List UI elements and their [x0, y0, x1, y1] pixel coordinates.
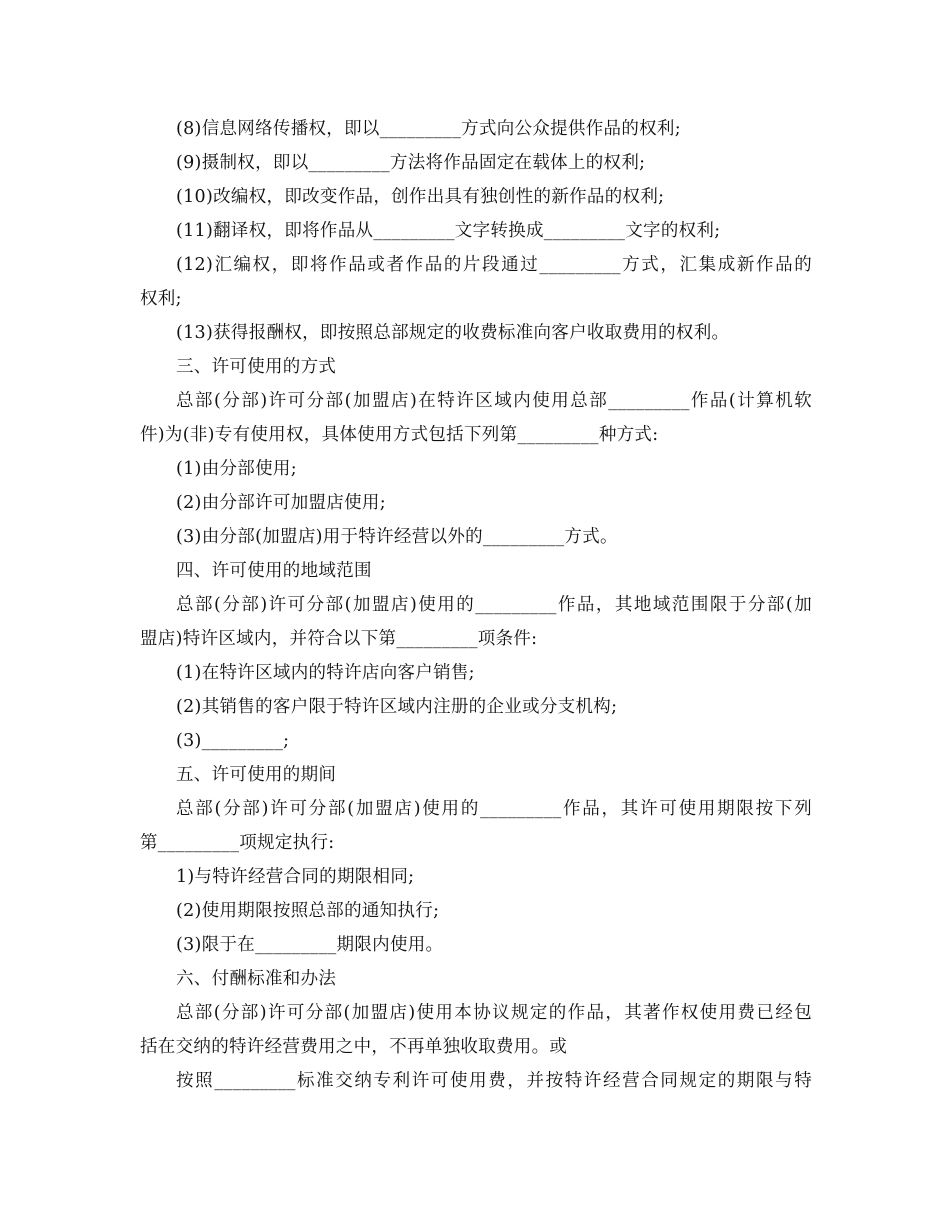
text-line: (1)在特许区域内的特许店向客户销售;	[176, 663, 475, 683]
text-line: (9)摄制权，即以_________方法将作品固定在载体上的权利;	[176, 153, 646, 173]
text-line: (11)翻译权，即将作品从_________文字转换成_________文字的权利;	[176, 221, 721, 241]
text-line: 权利;	[140, 289, 182, 309]
text-line: 五、许可使用的期间	[176, 765, 337, 785]
text-line: 盟店)特许区域内，并符合以下第_________项条件:	[140, 629, 538, 649]
text-line: (8)信息网络传播权，即以_________方式向公众提供作品的权利;	[176, 119, 681, 139]
text-line: (3)由分部(加盟店)用于特许经营以外的_________方式。	[176, 527, 618, 547]
text-line: (2)由分部许可加盟店使用;	[176, 493, 386, 513]
text-line: (1)由分部使用;	[176, 459, 297, 479]
text-line: (2)其销售的客户限于特许区域内注册的企业或分支机构;	[176, 697, 618, 717]
text-line: (2)使用期限按照总部的通知执行;	[176, 901, 440, 921]
text-line: 总部(分部)许可分部(加盟店)使用的_________作品，其地域范围限于分部(加	[176, 595, 812, 615]
text-line: 件)为(非)专有使用权，具体使用方式包括下列第_________种方式:	[140, 425, 659, 445]
text-line: 总部(分部)许可分部(加盟店)使用本协议规定的作品，其著作权使用费已经包	[176, 1003, 812, 1023]
text-line: (10)改编权，即改变作品，创作出具有独创性的新作品的权利;	[176, 187, 665, 207]
text-line: 六、付酬标准和办法	[176, 969, 337, 989]
text-line: (13)获得报酬权，即按照总部规定的收费标准向客户收取费用的权利。	[176, 323, 730, 343]
text-line: 三、许可使用的方式	[176, 357, 337, 377]
text-line: 按照_________标准交纳专利许可使用费，并按特许经营合同规定的期限与特	[176, 1071, 812, 1091]
text-line: 第_________项规定执行:	[140, 833, 335, 853]
text-line: 四、许可使用的地域范围	[176, 561, 372, 581]
text-line: (3)限于在_________期限内使用。	[176, 935, 444, 955]
text-line: 总部(分部)许可分部(加盟店)使用的_________作品，其许可使用期限按下列	[176, 799, 812, 819]
document-page	[140, 112, 812, 1098]
text-line: 括在交纳的特许经营费用之中，不再单独收取费用。或	[140, 1037, 568, 1057]
text-line: (12)汇编权，即将作品或者作品的片段通过_________方式，汇集成新作品的	[176, 255, 812, 275]
text-line: 总部(分部)许可分部(加盟店)在特许区域内使用总部_________作品(计算机软	[176, 391, 812, 411]
text-line: 1)与特许经营合同的期限相同;	[176, 867, 415, 887]
text-line: (3)_________;	[176, 731, 290, 751]
